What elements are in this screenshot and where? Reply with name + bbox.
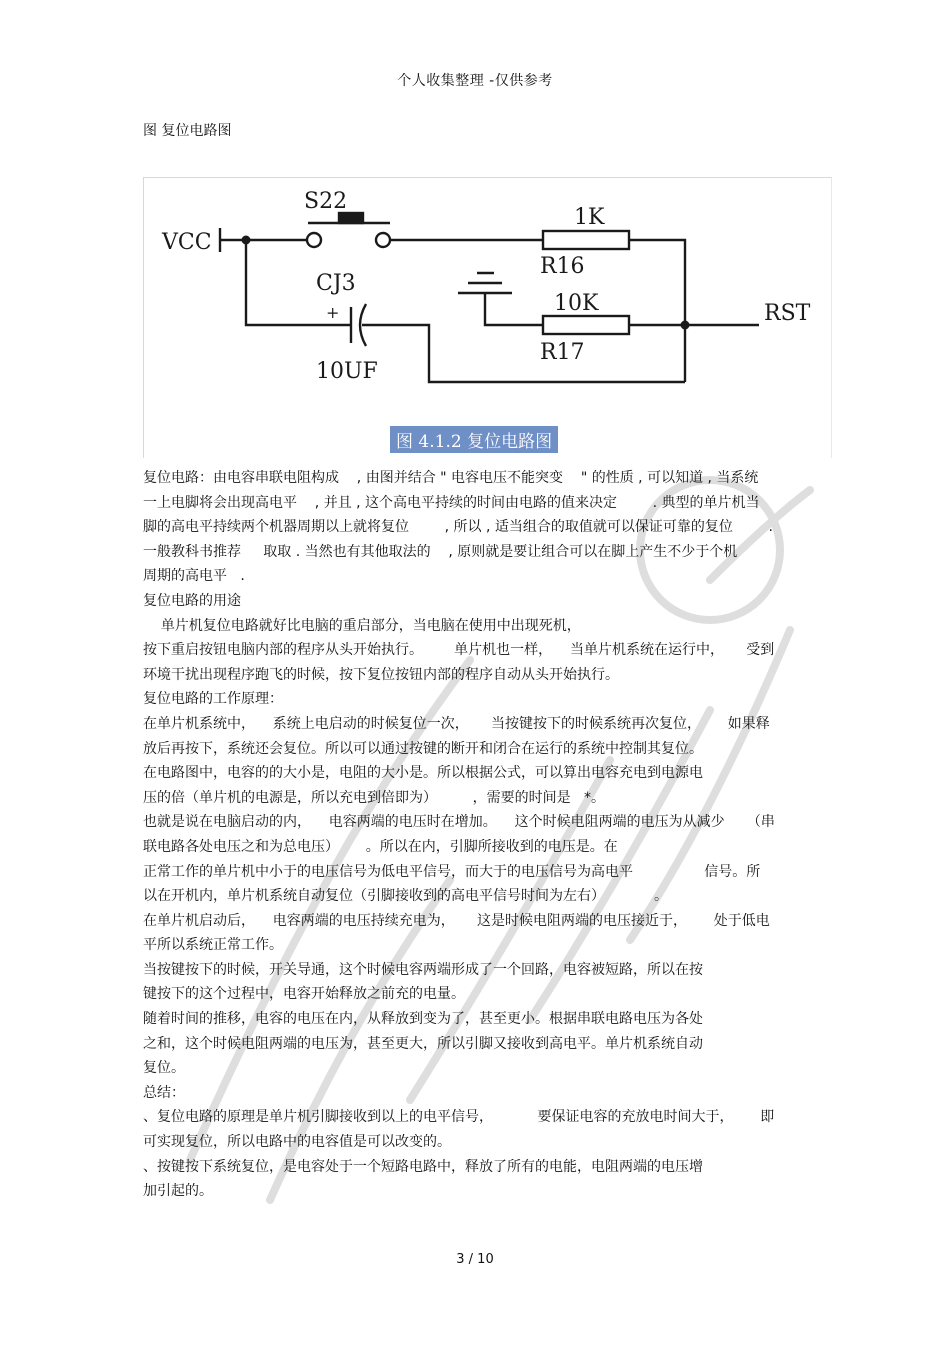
text-line: 也就是说在电脑启动的内， 电容两端的电压时在增加。 这个时候电阻两端的电压为从减少 （串 — [143, 814, 775, 831]
text-line: 脚的高电平持续两个机器周期以上就将复位 , 所以 , 适当组合的取值就可以保证可靠的复位 . — [143, 519, 773, 536]
text-line: 随着时间的推移，电容的电压在内，从释放到变为了，甚至更小。根据串联电路电压为各处 — [143, 1011, 703, 1028]
text-line: 复位电路：由电容串联电阻构成 , 由图并结合 " 电容电压不能突变 " 的性质 , 可以知道 , 当系统 — [143, 470, 759, 486]
text-line: 一般教科书推荐 取取 . 当然也有其他取法的 , 原则就是要让组合可以在脚上产生不少于个机 — [143, 543, 738, 560]
text-line: 、复位电路的原理是单片机引脚接收到以上的电平信号， 要保证电容的充放电时间大于， 即 — [143, 1109, 775, 1126]
wire-ground-r17 — [485, 293, 543, 325]
text-line: 周期的高电平 . — [143, 568, 245, 585]
text-line: 正常工作的单片机中小于的电压信号为低电平信号，而大于的电压信号为高电平 信号。所 — [143, 863, 761, 880]
switch-contact-left — [307, 233, 321, 247]
junction-rst — [681, 321, 690, 330]
switch-contact-right — [376, 233, 390, 247]
label-r17-value: 10K — [554, 291, 599, 316]
label-r16-name: R16 — [540, 254, 585, 279]
page-number: 3 / 10 — [456, 1252, 494, 1267]
text-line: 键按下的这个过程中，电容开始释放之前充的电量。 — [143, 986, 465, 1003]
page-header: 个人收集整理 -仅供参考 — [397, 73, 553, 89]
text-line: 复位电路的工作原理： — [143, 691, 283, 708]
reset-circuit-diagram — [144, 178, 831, 458]
label-capacitor-name: CJ3 — [316, 271, 356, 296]
text-line: 平所以系统正常工作。 — [143, 937, 283, 954]
label-switch: S22 — [304, 189, 348, 214]
text-line: 单片机复位电路就好比电脑的重启部分，当电脑在使用中出现死机， — [143, 617, 581, 634]
label-r16-value: 1K — [574, 205, 605, 230]
text-line: 联电路各处电压之和为总电压） 。所以在内，引脚所接收到的电压是。在 — [143, 838, 618, 855]
text-line: 压的倍（单片机的电源是，所以充电到倍即为） ，需要的时间是 *。 — [143, 789, 605, 806]
text-line: 可实现复位，所以电路中的电容值是可以改变的。 — [143, 1134, 451, 1151]
label-capacitor-value: 10UF — [316, 359, 378, 384]
document-body — [143, 466, 813, 1204]
text-line: 加引起的。 — [143, 1183, 213, 1200]
text-line: 以在开机内，单片机系统自动复位（引脚接收到的高电平信号时间为左右） 。 — [143, 888, 668, 905]
switch-button — [339, 213, 363, 223]
figure-caption: 图 4.1.2 复位电路图 — [390, 426, 558, 453]
text-line: 在单片机启动后， 电容两端的电压持续充电为， 这是时候电阻两端的电压接近于， 处于低电 — [143, 912, 770, 929]
text-line: 在单片机系统中， 系统上电启动的时候复位一次， 当按键按下的时候系统再次复位， 如果释 — [143, 715, 770, 732]
text-line: 总结： — [143, 1084, 185, 1101]
text-line: 在电路图中，电容的的大小是，电阻的大小是。所以根据公式，可以算出电容充电到电源电 — [143, 765, 703, 782]
label-r17-name: R17 — [540, 340, 585, 365]
figure-title: 图 复位电路图 — [143, 123, 232, 139]
resistor-r17 — [543, 316, 629, 334]
text-line: 按下重启按钮电脑内部的程序从头开始执行。 单片机也一样， 当单片机系统在运行中， 受到 — [143, 642, 775, 659]
resistor-r16 — [543, 231, 629, 249]
label-vcc: VCC — [162, 230, 212, 255]
text-line: 、按键按下系统复位，是电容处于一个短路电路中，释放了所有的电能，电阻两端的电压增 — [143, 1158, 703, 1175]
text-line: 复位电路的用途 — [143, 592, 241, 609]
circuit-figure — [143, 177, 832, 458]
text-line: 环境干扰出现程序跑飞的时候，按下复位按钮内部的程序自动从头开始执行。 — [143, 666, 619, 683]
text-line: 放后再按下，系统还会复位。所以可以通过按键的断开和闭合在运行的系统中控制其复位。 — [143, 740, 703, 757]
wire-capacitor-bottom — [362, 325, 685, 382]
junction-vcc — [242, 236, 251, 245]
label-capacitor-plus: + — [326, 303, 340, 322]
text-line: 复位。 — [143, 1060, 185, 1077]
text-line: 一上电脚将会出现高电平 , 并且 , 这个高电平持续的时间由电路的值来决定 . 典型的单片机当 — [143, 494, 760, 511]
label-rst: RST — [764, 301, 811, 326]
wire-r16-rst — [629, 240, 685, 382]
text-line: 之和，这个时候电阻两端的电压为，甚至更大，所以引脚又接收到高电平。单片机系统自动 — [143, 1035, 703, 1052]
text-line: 当按键按下的时候，开关导通，这个时候电容两端形成了一个回路，电容被短路，所以在按 — [143, 961, 703, 978]
